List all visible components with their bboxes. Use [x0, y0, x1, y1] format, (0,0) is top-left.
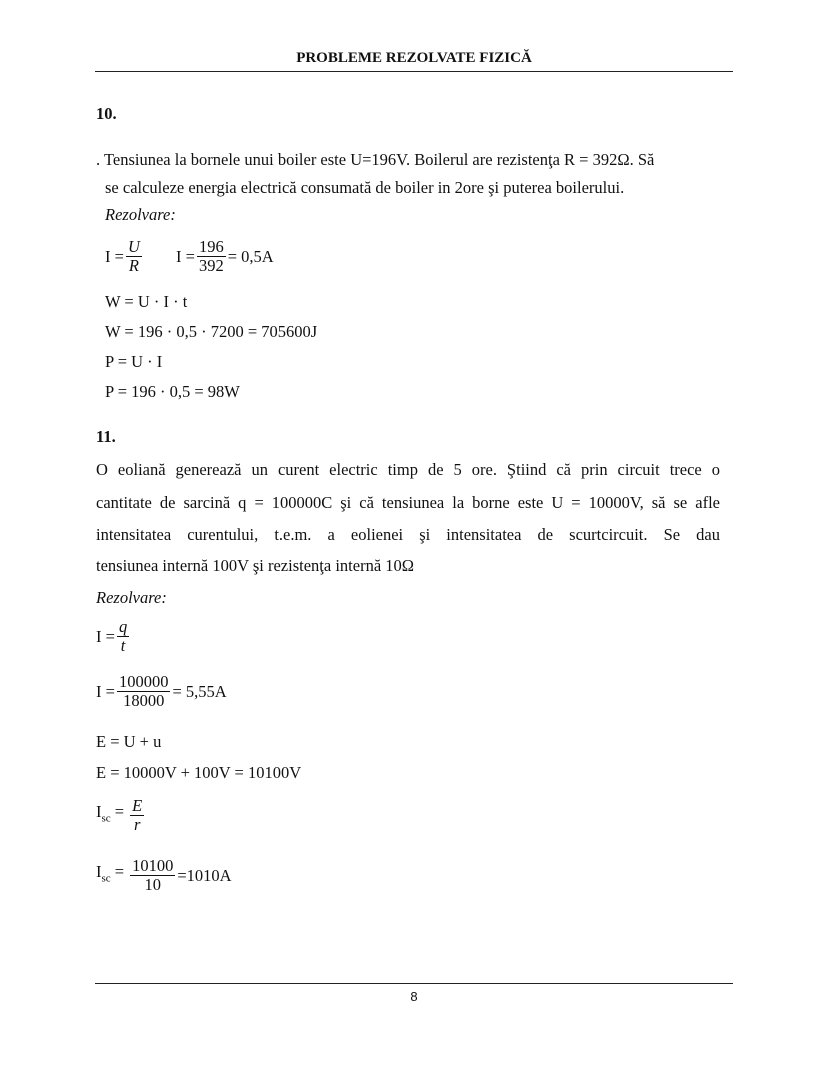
- problem-10-number: 10.: [96, 104, 117, 123]
- fraction: [117, 673, 171, 710]
- problem-11-eq5: [96, 797, 146, 834]
- problem-10-eq4: W = 196 · 0,5 · 7200 = 705600J: [105, 322, 318, 341]
- fraction: [130, 857, 175, 894]
- fraction: [117, 618, 129, 655]
- eq-lhs: [96, 803, 124, 827]
- subscript: sc: [101, 872, 111, 885]
- numerator: 10100: [132, 856, 174, 875]
- header-rule: [95, 71, 733, 72]
- problem-10-text-line1: . Tensiunea la bornele unui boiler este U=196V. Boilerul are rezistenţa R = 392Ω. Să: [96, 150, 655, 169]
- problem-10-eq2: [176, 238, 274, 275]
- problem-10-eq6: P = 196 · 0,5 = 98W: [105, 382, 240, 401]
- denominator: t: [120, 636, 126, 655]
- equals: =: [114, 862, 125, 882]
- eq-lhs: [96, 863, 124, 887]
- numerator: 100000: [118, 672, 169, 691]
- symbol: I: [96, 862, 102, 882]
- eq-rhs: = 5,55A: [172, 681, 227, 701]
- equals: =: [114, 802, 125, 822]
- page-header-title: PROBLEME REZOLVATE FIZICĂ: [296, 50, 532, 66]
- footer-rule: [95, 983, 733, 984]
- problem-10-eq1: [105, 238, 144, 275]
- problem-11-eq1: [96, 618, 131, 655]
- problem-11-eq4: E = 10000V + 100V = 10100V: [96, 763, 302, 782]
- denominator: 392: [198, 256, 224, 275]
- eq-rhs: =1010A: [177, 865, 232, 885]
- denominator: 18000: [123, 691, 165, 710]
- problem-10-text-line2: se calculeze energia electrică consumată de boiler in 2ore şi puterea boilerului.: [105, 178, 625, 197]
- denominator: 10: [144, 875, 161, 894]
- eq-lhs: I =: [96, 681, 115, 701]
- denominator: R: [128, 256, 139, 275]
- problem-11-eq2: [96, 673, 227, 710]
- problem-10-solution-label: Rezolvare:: [105, 205, 176, 224]
- eq-lhs: I =: [96, 626, 115, 646]
- fraction: [126, 238, 142, 275]
- denominator: r: [133, 815, 141, 834]
- problem-11-text-line3: intensitatea curentului, t.e.m. a eolienei şi intensitatea de scurtcircuit. Se dau: [96, 525, 720, 544]
- problem-11-eq3: E = U + u: [96, 732, 162, 751]
- problem-11-text-line2: cantitate de sarcină q = 100000C şi că tensiunea la borne este U = 10000V, să se afle: [96, 493, 720, 512]
- symbol: I: [96, 802, 102, 822]
- numerator: E: [132, 796, 143, 815]
- eq-lhs: I =: [176, 246, 195, 266]
- numerator: 196: [198, 237, 224, 256]
- subscript: sc: [101, 812, 111, 825]
- problem-11-solution-label: Rezolvare:: [96, 588, 167, 607]
- problem-11-text-line4: tensiunea internă 100V şi rezistenţa internă 10Ω: [96, 556, 415, 575]
- eq-rhs: = 0,5A: [227, 246, 274, 266]
- fraction: [197, 238, 226, 275]
- problem-11-number: 11.: [96, 427, 116, 446]
- problem-11-text-line1: O eoliană generează un curent electric timp de 5 ore. Ştiind că prin circuit trece o: [96, 460, 720, 479]
- numerator: q: [118, 617, 128, 636]
- fraction: [130, 797, 144, 834]
- problem-10-eq3: W = U · I · t: [105, 292, 188, 311]
- problem-10-eq5: P = U · I: [105, 352, 163, 371]
- eq-lhs: I =: [105, 246, 124, 266]
- problem-11-eq6: [96, 857, 232, 894]
- page-number: 8: [410, 989, 418, 1004]
- numerator: U: [127, 237, 140, 256]
